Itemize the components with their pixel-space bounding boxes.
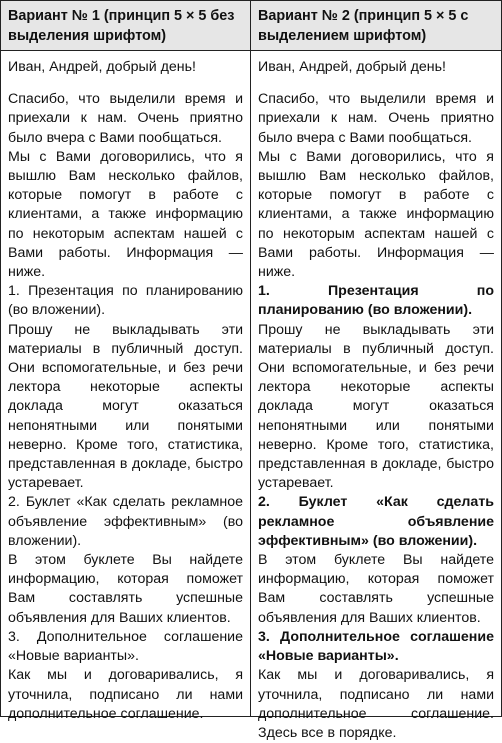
list-item-heading: 3. Дополнительное соглашение «Новые варианты».	[8, 628, 243, 665]
list-item-heading: 3. Дополнительное соглашение «Новые варианты».	[258, 628, 494, 665]
paragraph: Мы с Вами договорились, что я вышлю Вам несколько файлов, которые помогут в работе с клиентами, а также информацию по некоторым аспектам нашей с Вами работы. Информация — ниже.	[8, 148, 243, 281]
variant-1-body	[1, 51, 251, 722]
paragraph: Прошу не выкладывать эти материалы в публичный доступ. Они вспомогательные, и без речи лектора некоторые аспекты доклада могут оказаться непонятными или понятыми неверно. Кроме того, статистика, представленная в докладе, быстро устаревает.	[8, 321, 243, 492]
paragraph: Спасибо, что выделили время и приехали к нам. Очень приятно было вчера с Вами пообщаться.	[258, 91, 494, 146]
list-item-heading: 1. Презентация по планированию (во вложении).	[258, 283, 494, 319]
paragraph: В этом буклете Вы найдете информацию, которая поможет Вам составлять успешные объявления для Ваших клиентов.	[8, 552, 243, 626]
paragraph: Как мы и договаривались, я уточнила, подписано ли нами дополнительное соглашение.	[8, 667, 243, 722]
paragraph: Как мы и договаривались, я уточнила, подписано ли нами дополнительное соглашение. Здесь все в порядке.	[258, 667, 494, 741]
list-item-heading: 2. Буклет «Как сделать рекламное объявление эффективным» (во вложении).	[8, 494, 243, 549]
list-item-heading: 2. Буклет «Как сделать рекламное объявление эффективным» (во вложении).	[258, 494, 494, 549]
variant-1-header: Вариант № 1 (принцип 5 × 5 без выделения шрифтом)	[1, 1, 251, 51]
greeting: Иван, Андрей, добрый день!	[8, 59, 196, 75]
paragraph: Мы с Вами договорились, что я вышлю Вам несколько файлов, которые помогут в работе с клиентами, а также информацию по некоторым аспектам нашей с Вами работы. Информация — ниже.	[258, 148, 494, 281]
greeting: Иван, Андрей, добрый день!	[258, 59, 446, 75]
variant-2-body	[251, 51, 501, 741]
paragraph: В этом буклете Вы найдете информацию, которая поможет Вам составлять успешные объявления для Ваших клиентов.	[258, 552, 494, 626]
list-item-heading: 1. Презентация по планированию (во вложении).	[8, 283, 243, 319]
paragraph: Прошу не выкладывать эти материалы в публичный доступ. Они вспомогательные, и без речи лектора некоторые аспекты доклада могут оказаться непонятными или понятыми неверно. Кроме того, статистика, представленная в докладе, быстро устаревает.	[258, 321, 494, 492]
paragraph: Спасибо, что выделили время и приехали к нам. Очень приятно было вчера с Вами пообщаться.	[8, 91, 243, 146]
variant-2-header: Вариант № 2 (принцип 5 × 5 с выделением шрифтом)	[251, 1, 501, 51]
